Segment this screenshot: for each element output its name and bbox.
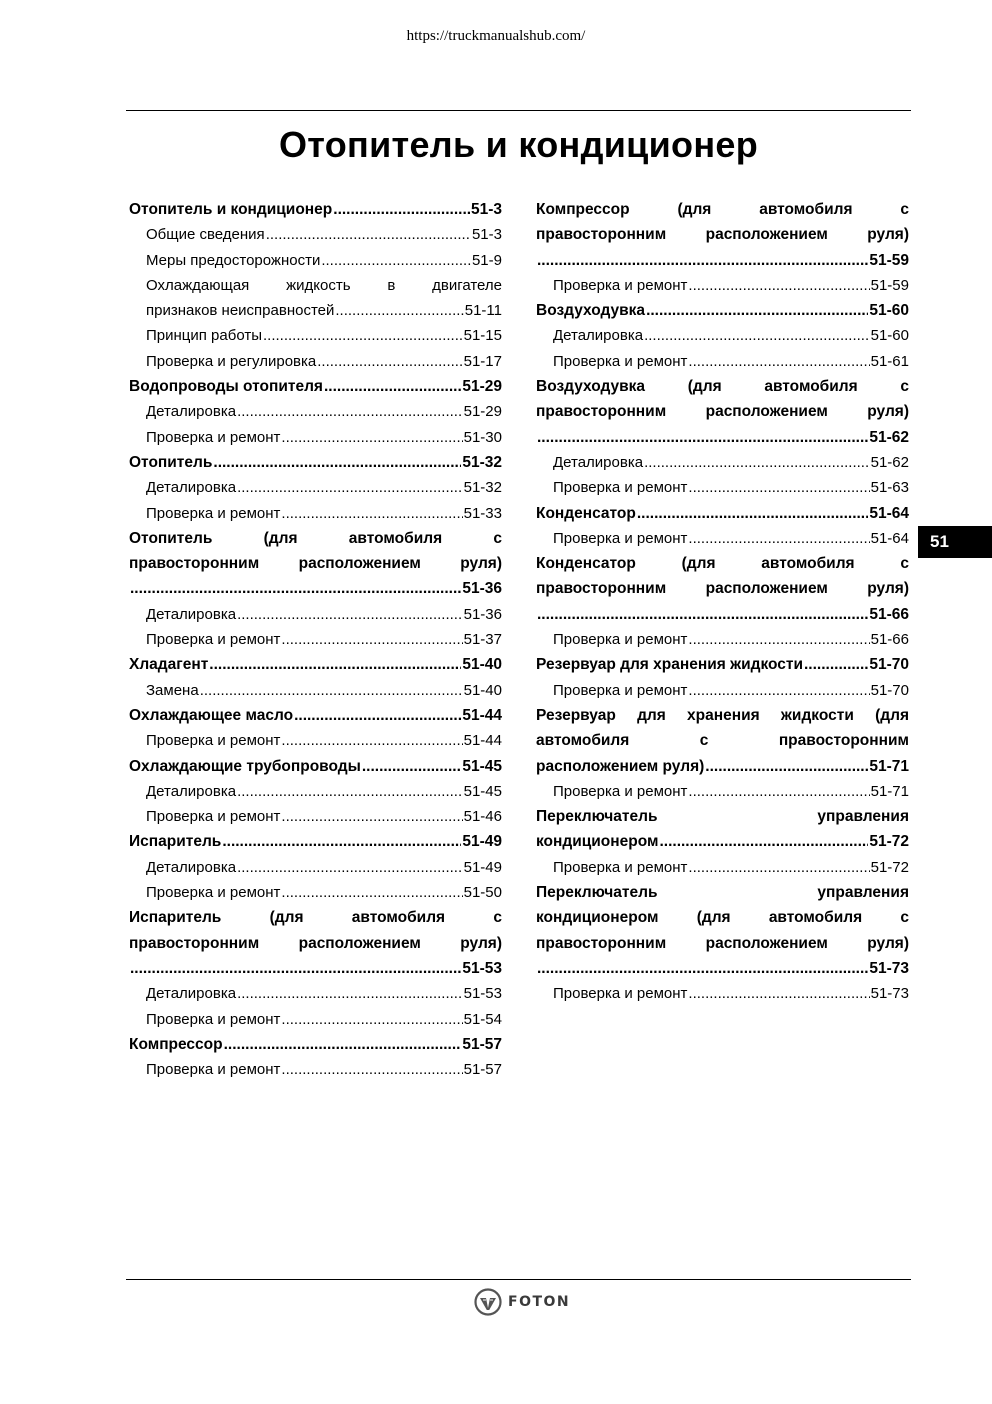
toc-subsection-entry[interactable] (536, 475, 909, 500)
dot-leader (688, 475, 869, 500)
toc-entry-text: Деталировка (553, 327, 644, 345)
toc-entry-text: Деталировка (146, 403, 237, 421)
toc-entry-text: Проверка и ремонт (553, 276, 688, 294)
toc-entry-text: Проверка и ремонт (146, 504, 281, 522)
toc-entry-text: Проверка и ремонт (553, 858, 688, 876)
toc-entry-text: правосторонним расположением руля) (536, 226, 909, 244)
toc-subsection-entry[interactable] (129, 323, 502, 348)
toc-page-number: 51-73 (870, 985, 909, 1003)
dot-leader (224, 1032, 462, 1057)
dot-leader (200, 678, 463, 703)
dot-leader (237, 602, 463, 627)
toc-page-number: 51-57 (463, 1061, 502, 1079)
toc-entry-text: Компрессор (для автомобиля с (536, 201, 909, 218)
toc-subsection-entry[interactable] (129, 349, 502, 374)
toc-entry-text: Хладагент (129, 656, 209, 674)
dot-leader (324, 374, 461, 399)
toc-entry-text: правосторонним расположением руля) (536, 580, 909, 598)
toc-entry-text: Проверка и ремонт (553, 985, 688, 1003)
dot-leader (266, 222, 471, 247)
toc-entry-text: кондиционером (для автомобиля с (536, 909, 909, 927)
dot-leader (130, 576, 461, 601)
toc-section-entry[interactable] (536, 804, 909, 855)
dot-leader (705, 754, 868, 779)
dot-leader (281, 728, 462, 753)
toc-entry-text: Водопроводы отопителя (129, 378, 323, 396)
dot-leader (644, 323, 870, 348)
dot-leader (281, 425, 462, 450)
page-title: Отопитель и кондиционер (279, 124, 758, 165)
toc-section-entry[interactable] (129, 450, 502, 475)
toc-section-entry[interactable] (129, 1032, 502, 1057)
toc-entry-text: Компрессор (129, 1035, 223, 1053)
toc-page-number: 51-70 (870, 681, 909, 699)
toc-page-number: 51-70 (869, 656, 909, 674)
dot-leader (281, 880, 462, 905)
section-badge: 51 (918, 526, 992, 558)
toc-entry-text: Воздуходувка (536, 302, 646, 320)
dot-leader (537, 248, 868, 273)
toc-page-number: 51-60 (869, 302, 909, 320)
toc-page-number: 51-3 (471, 226, 502, 244)
toc-entry-text: Проверка и ремонт (553, 631, 688, 649)
dot-leader (294, 703, 461, 728)
dot-leader (237, 779, 463, 804)
toc-entry-text: Деталировка (553, 453, 644, 471)
bottom-divider (126, 1279, 911, 1280)
toc-page-number: 51-36 (463, 605, 502, 623)
toc-page-number: 51-33 (463, 504, 502, 522)
toc-subsection-entry[interactable] (129, 399, 502, 424)
toc-subsection-entry[interactable] (536, 323, 909, 348)
toc-page-number: 51-44 (463, 732, 502, 750)
dot-leader (281, 804, 462, 829)
toc-page-number: 51-40 (463, 681, 502, 699)
toc-page-number: 51-9 (471, 251, 502, 269)
toc-page-number: 51-64 (869, 504, 909, 522)
toc-section-entry[interactable] (129, 374, 502, 399)
toc-page-number: 51-37 (463, 631, 502, 649)
dot-leader (688, 627, 869, 652)
toc-entry-text: правосторонним расположением руля) (129, 555, 502, 573)
dot-leader (281, 1057, 462, 1082)
dot-leader (688, 981, 869, 1006)
toc-page-number: 51-62 (869, 428, 909, 446)
dot-leader (237, 981, 463, 1006)
dot-leader (213, 450, 461, 475)
toc-entry-text: Воздуходувка (для автомобиля с (536, 378, 909, 396)
toc-section-entry[interactable] (129, 197, 502, 222)
dot-leader (537, 956, 868, 981)
toc-entry-text: Испаритель (129, 833, 222, 851)
dot-leader (537, 602, 868, 627)
toc-entry-text: Деталировка (146, 782, 237, 800)
dot-leader (688, 526, 869, 551)
toc-subsection-entry[interactable] (129, 981, 502, 1006)
toc-subsection-entry[interactable] (536, 273, 909, 298)
foton-logo-icon (474, 1288, 502, 1316)
toc-page-number: 51-66 (869, 605, 909, 623)
toc-entry-text: Проверка и ремонт (146, 808, 281, 826)
toc-section-entry[interactable] (536, 501, 909, 526)
toc-subsection-entry[interactable] (129, 1007, 502, 1032)
toc-entry-text: Конденсатор (536, 504, 636, 522)
toc-entry-text: Проверка и регулировка (146, 352, 317, 370)
toc-page-number: 51-17 (463, 352, 502, 370)
toc-entry-text: кондиционером (536, 833, 659, 851)
dot-leader (130, 956, 461, 981)
toc-page-number: 51-60 (870, 327, 909, 345)
toc-entry-text: Переключатель управления (536, 808, 909, 826)
toc-page-number: 51-61 (870, 352, 909, 370)
toc-subsection-entry[interactable] (129, 425, 502, 450)
toc-subsection-entry[interactable] (129, 1057, 502, 1082)
toc-subsection-entry[interactable] (129, 273, 502, 324)
toc-entry-text: Проверка и ремонт (553, 529, 688, 547)
toc-subsection-entry[interactable] (536, 779, 909, 804)
dot-leader (281, 501, 462, 526)
toc-entry-text: признаков неисправностей (146, 302, 335, 320)
dot-leader (237, 475, 463, 500)
toc-page-number: 51-49 (462, 833, 502, 851)
toc-page-number: 51-54 (463, 1010, 502, 1028)
toc-subsection-entry[interactable] (536, 627, 909, 652)
dot-leader (281, 627, 462, 652)
toc-entry-text: Конденсатор (для автомобиля с (536, 555, 909, 573)
toc-page-number: 51-53 (462, 959, 502, 977)
toc-page-number: 51-63 (870, 479, 909, 497)
dot-leader (281, 1007, 462, 1032)
toc-section-entry[interactable] (536, 880, 909, 981)
toc-page-number: 51-44 (462, 706, 502, 724)
dot-leader (637, 501, 868, 526)
toc-section-entry[interactable] (129, 526, 502, 602)
toc-entry-text: Проверка и ремонт (553, 479, 688, 497)
toc-entry-text: Переключатель управления (536, 884, 909, 902)
toc-entry-text: Проверка и ремонт (146, 631, 281, 649)
toc-entry-text: Отопитель (для автомобиля с (129, 529, 502, 547)
toc-page-number: 51-57 (462, 1035, 502, 1053)
dot-leader (688, 779, 869, 804)
toc-page-number: 51-11 (464, 302, 502, 320)
toc-section-entry[interactable] (536, 652, 909, 677)
toc-section-entry[interactable] (129, 754, 502, 779)
top-divider (126, 110, 911, 111)
dot-leader (222, 829, 461, 854)
toc-page-number: 51-45 (463, 782, 502, 800)
toc-page-number: 51-73 (869, 959, 909, 977)
toc-entry-text: Деталировка (146, 858, 237, 876)
toc-page-number: 51-30 (463, 428, 502, 446)
dot-leader (362, 754, 462, 779)
toc-page-number: 51-3 (470, 201, 502, 218)
toc-entry-text: Отопитель (129, 453, 213, 471)
dot-leader (263, 323, 463, 348)
toc-entry-text: Проверка и ремонт (146, 732, 281, 750)
toc-subsection-entry[interactable] (536, 526, 909, 551)
toc-entry-text: Резервуар для хранения жидкости (для (536, 706, 909, 724)
toc-page-number: 51-72 (869, 833, 909, 851)
toc-page-number: 51-46 (463, 808, 502, 826)
toc-entry-text: Общие сведения (146, 226, 265, 244)
toc-subsection-entry[interactable] (129, 501, 502, 526)
toc-entry-text: Охлаждающая жидкость в двигателе (146, 276, 502, 294)
toc-section-entry[interactable] (536, 551, 909, 627)
toc-subsection-entry[interactable] (536, 678, 909, 703)
toc-page-number: 51-64 (870, 529, 909, 547)
toc-page-number: 51-32 (463, 479, 502, 497)
toc-subsection-entry[interactable] (536, 349, 909, 374)
toc-entry-text: Охлаждающее масло (129, 706, 294, 724)
toc-page-number: 51-36 (462, 580, 502, 598)
toc-section-entry[interactable] (129, 905, 502, 981)
dot-leader (688, 273, 869, 298)
toc-subsection-entry[interactable] (129, 728, 502, 753)
toc-page-number: 51-72 (870, 858, 909, 876)
toc-subsection-entry[interactable] (129, 678, 502, 703)
toc-entry-text: Испаритель (для автомобиля с (129, 909, 502, 927)
toc-entry-text: Проверка и ремонт (553, 352, 688, 370)
toc-entry-text: Проверка и ремонт (146, 884, 281, 902)
toc-page-number: 51-71 (869, 757, 909, 775)
dot-leader (321, 248, 471, 273)
toc-entry-text: Резервуар для хранения жидкости (536, 656, 803, 674)
toc-subsection-entry[interactable] (129, 779, 502, 804)
toc-page-number: 51-50 (463, 884, 502, 902)
toc-entry-text: Замена (146, 681, 199, 699)
toc-section-entry[interactable] (536, 703, 909, 779)
toc-subsection-entry[interactable] (129, 880, 502, 905)
toc-right-column (536, 197, 909, 1007)
toc-entry-text: Меры предосторожности (146, 251, 321, 269)
toc-page-number: 51-59 (870, 276, 909, 294)
toc-entry-text: Проверка и ремонт (553, 782, 688, 800)
toc-section-entry[interactable] (129, 652, 502, 677)
dot-leader (335, 298, 463, 323)
dot-leader (237, 399, 463, 424)
toc-entry-text: правосторонним расположением руля) (536, 403, 909, 421)
toc-subsection-entry[interactable] (129, 248, 502, 273)
toc-subsection-entry[interactable] (129, 627, 502, 652)
toc-section-entry[interactable] (129, 703, 502, 728)
dot-leader (659, 829, 868, 854)
toc-entry-text: правосторонним расположением руля) (536, 934, 909, 952)
source-url: https://truckmanualshub.com/ (406, 28, 586, 44)
toc-entry-text: автомобиля с правосторонним (536, 732, 909, 750)
dot-leader (646, 298, 868, 323)
toc-entry-text: Проверка и ремонт (146, 428, 281, 446)
toc-entry-text: Деталировка (146, 479, 237, 497)
toc-subsection-entry[interactable] (129, 804, 502, 829)
toc-subsection-entry[interactable] (129, 855, 502, 880)
toc-page-number: 51-45 (462, 757, 502, 775)
toc-section-entry[interactable] (536, 298, 909, 323)
dot-leader (644, 450, 870, 475)
toc-page-number: 51-49 (463, 858, 502, 876)
toc-subsection-entry[interactable] (129, 602, 502, 627)
toc-page-number: 51-29 (463, 403, 502, 421)
toc-page-number: 51-29 (462, 378, 502, 396)
toc-page-number: 51-66 (870, 631, 909, 649)
toc-entry-text: Отопитель и кондиционер (129, 201, 333, 218)
toc-subsection-entry[interactable] (536, 981, 909, 1006)
toc-page-number: 51-71 (870, 782, 909, 800)
toc-entry-text: Охлаждающие трубопроводы (129, 757, 361, 775)
toc-entry-text: Проверка и ремонт (146, 1061, 281, 1079)
dot-leader (804, 652, 868, 677)
toc-section-entry[interactable] (536, 374, 909, 450)
toc-subsection-entry[interactable] (129, 475, 502, 500)
toc-page-number: 51-32 (462, 453, 502, 471)
dot-leader (688, 855, 869, 880)
toc-page-number: 51-53 (463, 985, 502, 1003)
toc-entry-text: Принцип работы (146, 327, 262, 345)
toc-page-number: 51-15 (463, 327, 502, 345)
toc-entry-text: Проверка и ремонт (146, 1010, 281, 1028)
toc-entry-text: Проверка и ремонт (553, 681, 688, 699)
foton-logo (474, 1288, 570, 1316)
dot-leader (333, 197, 470, 222)
toc-page-number: 51-40 (462, 656, 502, 674)
toc-section-entry[interactable] (536, 197, 909, 273)
toc-entry-text: Деталировка (146, 605, 237, 623)
dot-leader (537, 425, 868, 450)
toc-entry-text: Деталировка (146, 985, 237, 1003)
toc-entry-text: правосторонним расположением руля) (129, 934, 502, 952)
brand-name: FOTON (508, 1294, 571, 1310)
toc-left-column (129, 197, 502, 1082)
dot-leader (688, 678, 869, 703)
toc-subsection-entry[interactable] (536, 855, 909, 880)
toc-entry-text: расположением руля) (536, 757, 705, 775)
toc-section-entry[interactable] (129, 829, 502, 854)
dot-leader (317, 349, 462, 374)
toc-subsection-entry[interactable] (536, 450, 909, 475)
toc-page-number: 51-62 (870, 453, 909, 471)
dot-leader (209, 652, 461, 677)
toc-subsection-entry[interactable] (129, 222, 502, 247)
dot-leader (237, 855, 463, 880)
toc-page-number: 51-59 (869, 251, 909, 269)
dot-leader (688, 349, 869, 374)
